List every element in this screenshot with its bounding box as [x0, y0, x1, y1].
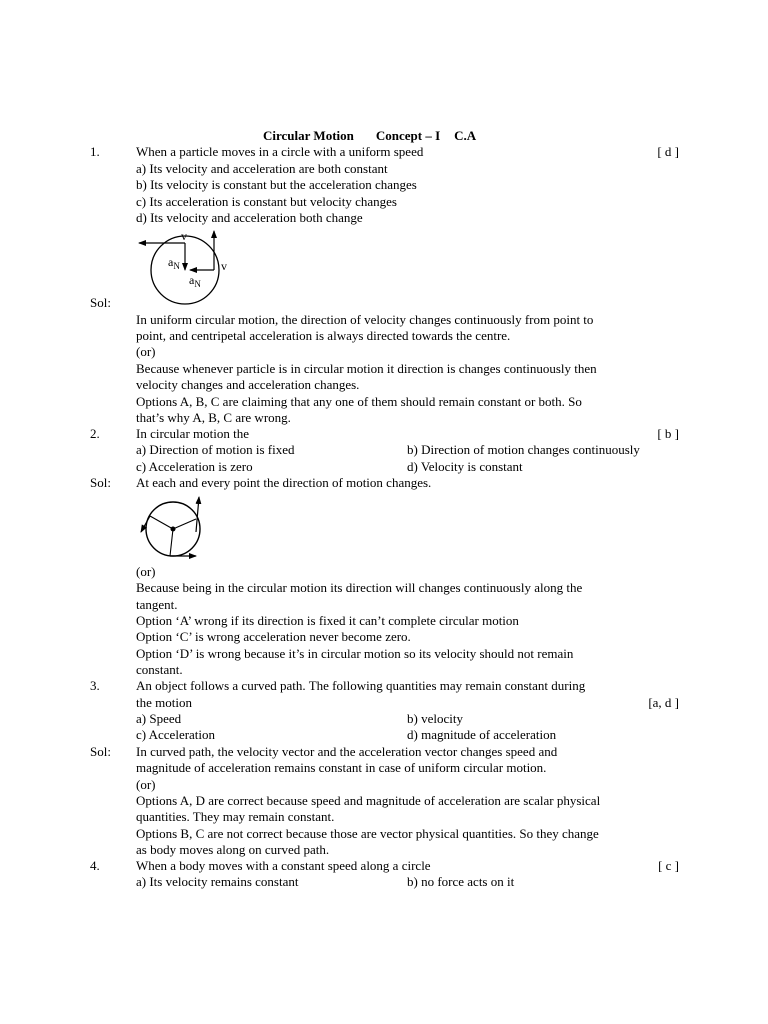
option-text: c) Its acceleration is constant but velocity changes: [136, 194, 397, 209]
solution-line: (or): [136, 777, 156, 792]
solution-line: velocity changes and acceleration changes.: [136, 377, 360, 392]
solution-label: Sol:: [90, 475, 111, 490]
option-text: b) Its velocity is constant but the acceleration changes: [136, 177, 417, 192]
label-a-left: $a_N$: [168, 255, 180, 271]
question-text: In circular motion the: [136, 426, 249, 441]
solution-line: quantities. They may remain constant.: [136, 809, 335, 824]
solution-line: Option ‘A’ wrong if its direction is fixed it can’t complete circular motion: [136, 613, 519, 628]
question-text: An object follows a curved path. The following quantities may remain constant during: [136, 678, 586, 693]
option-b: b) velocity: [407, 711, 463, 726]
solution-line: point, and centripetal acceleration is always directed towards the centre.: [136, 328, 511, 343]
answer-key: [ c ]: [658, 858, 679, 873]
solution-line: Option ‘C’ is wrong acceleration never become zero.: [136, 629, 411, 644]
solution-line: constant.: [136, 662, 183, 677]
question-number: 4.: [90, 858, 100, 873]
option-b: b) Direction of motion changes continuously: [407, 442, 640, 457]
options-row: [0, 711, 768, 727]
option-a: a) Its velocity remains constant: [136, 874, 299, 889]
question-3: [0, 678, 768, 694]
option-d: d) magnitude of acceleration: [407, 727, 557, 742]
answer-key: [a, d ]: [648, 695, 679, 710]
solution-first-line: Sol: In curved path, the velocity vector and the acceleration vector changes speed and: [90, 744, 558, 759]
solution-line: Options B, C are not correct because those are vector physical quantities. So they change: [136, 826, 599, 841]
solution-line: Because being in the circular motion its direction will changes continuously along the: [136, 580, 583, 595]
solution-label: Sol:: [90, 744, 111, 759]
label-a-bottom: $a_N$: [189, 273, 201, 289]
solution-line: magnitude of acceleration remains constant in case of uniform circular motion.: [136, 760, 547, 775]
solution-line: (or): [136, 564, 156, 579]
solution-first-line: Sol: At each and every point the direction of motion changes.: [90, 475, 432, 490]
question-number: 3.: [90, 678, 100, 693]
solution-line: (or): [136, 344, 156, 359]
option-text: d) Its velocity and acceleration both change: [136, 210, 363, 225]
title-code: C.A: [454, 128, 477, 143]
title-topic: Circular Motion: [263, 128, 354, 143]
options-row: [0, 874, 768, 890]
option-b: b) no force acts on it: [407, 874, 515, 889]
solution-line: that’s why A, B, C are wrong.: [136, 410, 291, 425]
option-a: a) Direction of motion is fixed: [136, 442, 295, 457]
option-c: c) Acceleration: [136, 727, 216, 742]
title-concept: Concept – I: [375, 128, 441, 143]
option-c: c) Acceleration is zero: [136, 459, 253, 474]
answer-key: [ b ]: [657, 426, 679, 441]
question-text: When a particle moves in a circle with a uniform speed: [136, 144, 424, 159]
question-text: the motion: [136, 695, 192, 710]
solution-line: tangent.: [136, 597, 178, 612]
solution-line: as body moves along on curved path.: [136, 842, 330, 857]
solution-line: Options A, D are correct because speed and magnitude of acceleration are scalar physical: [136, 793, 601, 808]
label-v-right: v: [221, 259, 227, 273]
option-text: a) Its velocity and acceleration are both constant: [136, 161, 388, 176]
solution-line: Because whenever particle is in circular motion it direction is changes continuously then: [136, 361, 597, 376]
solution-line: In uniform circular motion, the direction of velocity changes continuously from point to: [136, 312, 594, 327]
question-3-cont: [0, 695, 768, 711]
option-a: a) Speed: [136, 711, 182, 726]
question-text: When a body moves with a constant speed along a circle: [136, 858, 431, 873]
solution-line: Options A, B, C are claiming that any one of them should remain constant or both. So: [136, 394, 582, 409]
question-4: [0, 858, 768, 874]
question-number: 2.: [90, 426, 100, 441]
option-d: d) Velocity is constant: [407, 459, 523, 474]
question-number: 1.: [90, 144, 100, 159]
label-v-top: v: [181, 229, 187, 243]
answer-key: [ d ]: [657, 144, 679, 159]
solution-label: Sol:: [90, 295, 111, 310]
solution-line: Option ‘D’ is wrong because it’s in circular motion so its velocity should not remain: [136, 646, 574, 661]
options-row: [0, 727, 768, 743]
